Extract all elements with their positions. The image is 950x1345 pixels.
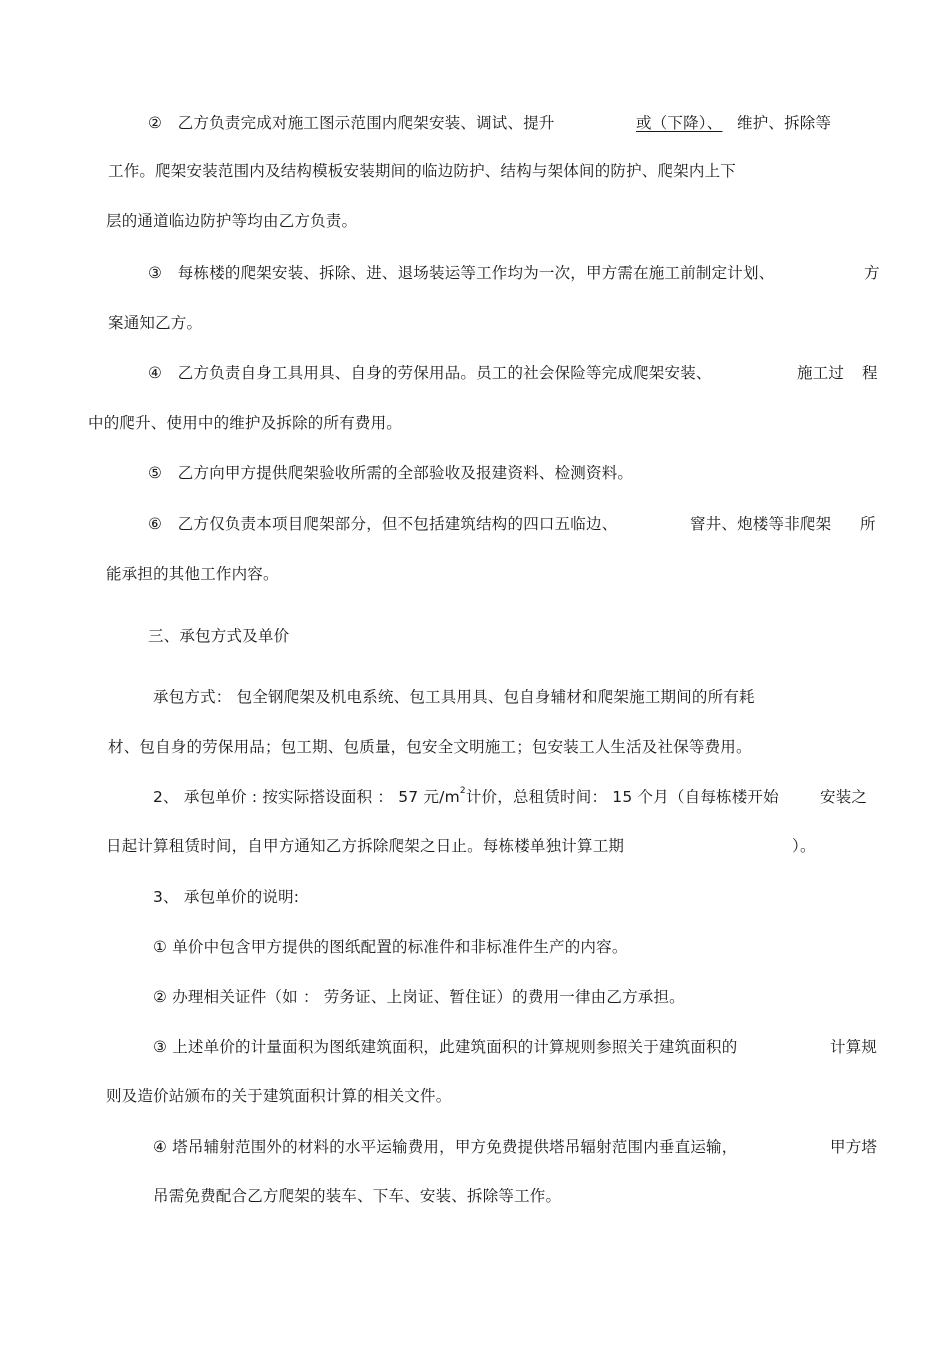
price-note-1: ① 单价中包含甲方提供的图纸配置的标准件和非标准件生产的内容。 [153,938,628,956]
price-note-3-line-1b: 计算规 [830,1038,878,1056]
price-note-2: ② 办理相关证件（如 ： 劳务证、上岗证、暂住证）的费用一律由乙方承担。 [153,988,685,1006]
unit-price-superscript: 2 [459,785,466,796]
unit-price-text-b: 计价，总租赁时间： 15 个月（自每栋楼开始 [465,788,779,806]
price-note-4-line-1a: ④ 塔吊辅射范围外的材料的水平运输费用，甲方免费提供塔吊辐射范围内垂直运输， [153,1138,738,1156]
price-note-3-line-1a: ③ 上述单价的计量面积为图纸建筑面积，此建筑面积的计算规则参照关于建筑面积的 [153,1038,738,1056]
item-4-line-1a: ④ 乙方负责自身工具用具、自身的劳保用品。员工的社会保险等完成爬架安装、 [148,364,712,382]
price-notes-heading: 3、 承包单价的说明: [153,888,300,906]
unit-price-line-2b: ）。 [792,837,816,855]
unit-price-line-1a [153,787,779,807]
unit-price-text-a: 2、 承包单价 : 按实际搭设面积 ： 57 元/m [153,788,460,806]
section-3-heading: 三、承包方式及单价 [148,627,290,645]
item-3-line-2: 案通知乙方。 [108,314,203,332]
item-2-line-2: 工作。爬架安装范围内及结构模板安装期间的临边防护、结构与架体间的防护、爬架内上下 [108,162,737,180]
contract-mode-line-1: 承包方式： 包全钢爬架及机电系统、包工具用具、包自身辅材和爬架施工期间的所有耗 [153,688,755,706]
item-6-line-1c: 所 [860,515,876,533]
unit-price-line-1c: 安装之 [820,788,868,806]
contract-mode-line-2: 材、包自身的劳保用品；包工期、包质量，包安全文明施工；包安装工人生活及社保等费用。 [108,738,752,756]
item-3-line-1b: 方 [864,264,880,282]
price-note-3-line-2: 则及造价站颁布的关于建筑面积计算的相关文件。 [106,1087,452,1105]
price-note-4-line-1b: 甲方塔 [830,1138,878,1156]
unit-price-line-2a: 日起计算租赁时间，自甲方通知乙方拆除爬架之日止。每栋楼单独计算工期 [106,837,625,855]
item-4-line-1b: 施工过 [797,364,845,382]
item-3-line-1a: ③ 每栋楼的爬架安装、拆除、进、退场装运等工作均为一次，甲方需在施工前制定计划、 [148,264,775,282]
item-6-line-1a: ⑥ 乙方仅负责本项目爬架部分，但不包括建筑结构的四口五临边、 [148,515,618,533]
item-4-line-1c: 程 [862,364,878,382]
item-2-line-3: 层的通道临边防护等均由乙方负责。 [106,212,358,230]
price-note-4-line-2: 吊需免费配合乙方爬架的装车、下车、安装、拆除等工作。 [153,1187,562,1205]
item-2-line-1a: ② 乙方负责完成对施工图示范围内爬架安装、调试、提升 [148,114,555,132]
item-6-line-2: 能承担的其他工作内容。 [106,565,279,583]
item-6-line-1b: 窨井、炮楼等非爬架 [690,515,832,533]
item-2-line-1c: 维护、拆除等 [737,114,832,132]
item-4-line-2: 中的爬升、使用中的维护及拆除的所有费用。 [88,414,403,432]
item-5-line-1: ⑤ 乙方向甲方提供爬架验收所需的全部验收及报建资料、检测资料。 [148,464,634,482]
item-2-line-1b-underlined: 或（下降）、 [636,114,723,132]
